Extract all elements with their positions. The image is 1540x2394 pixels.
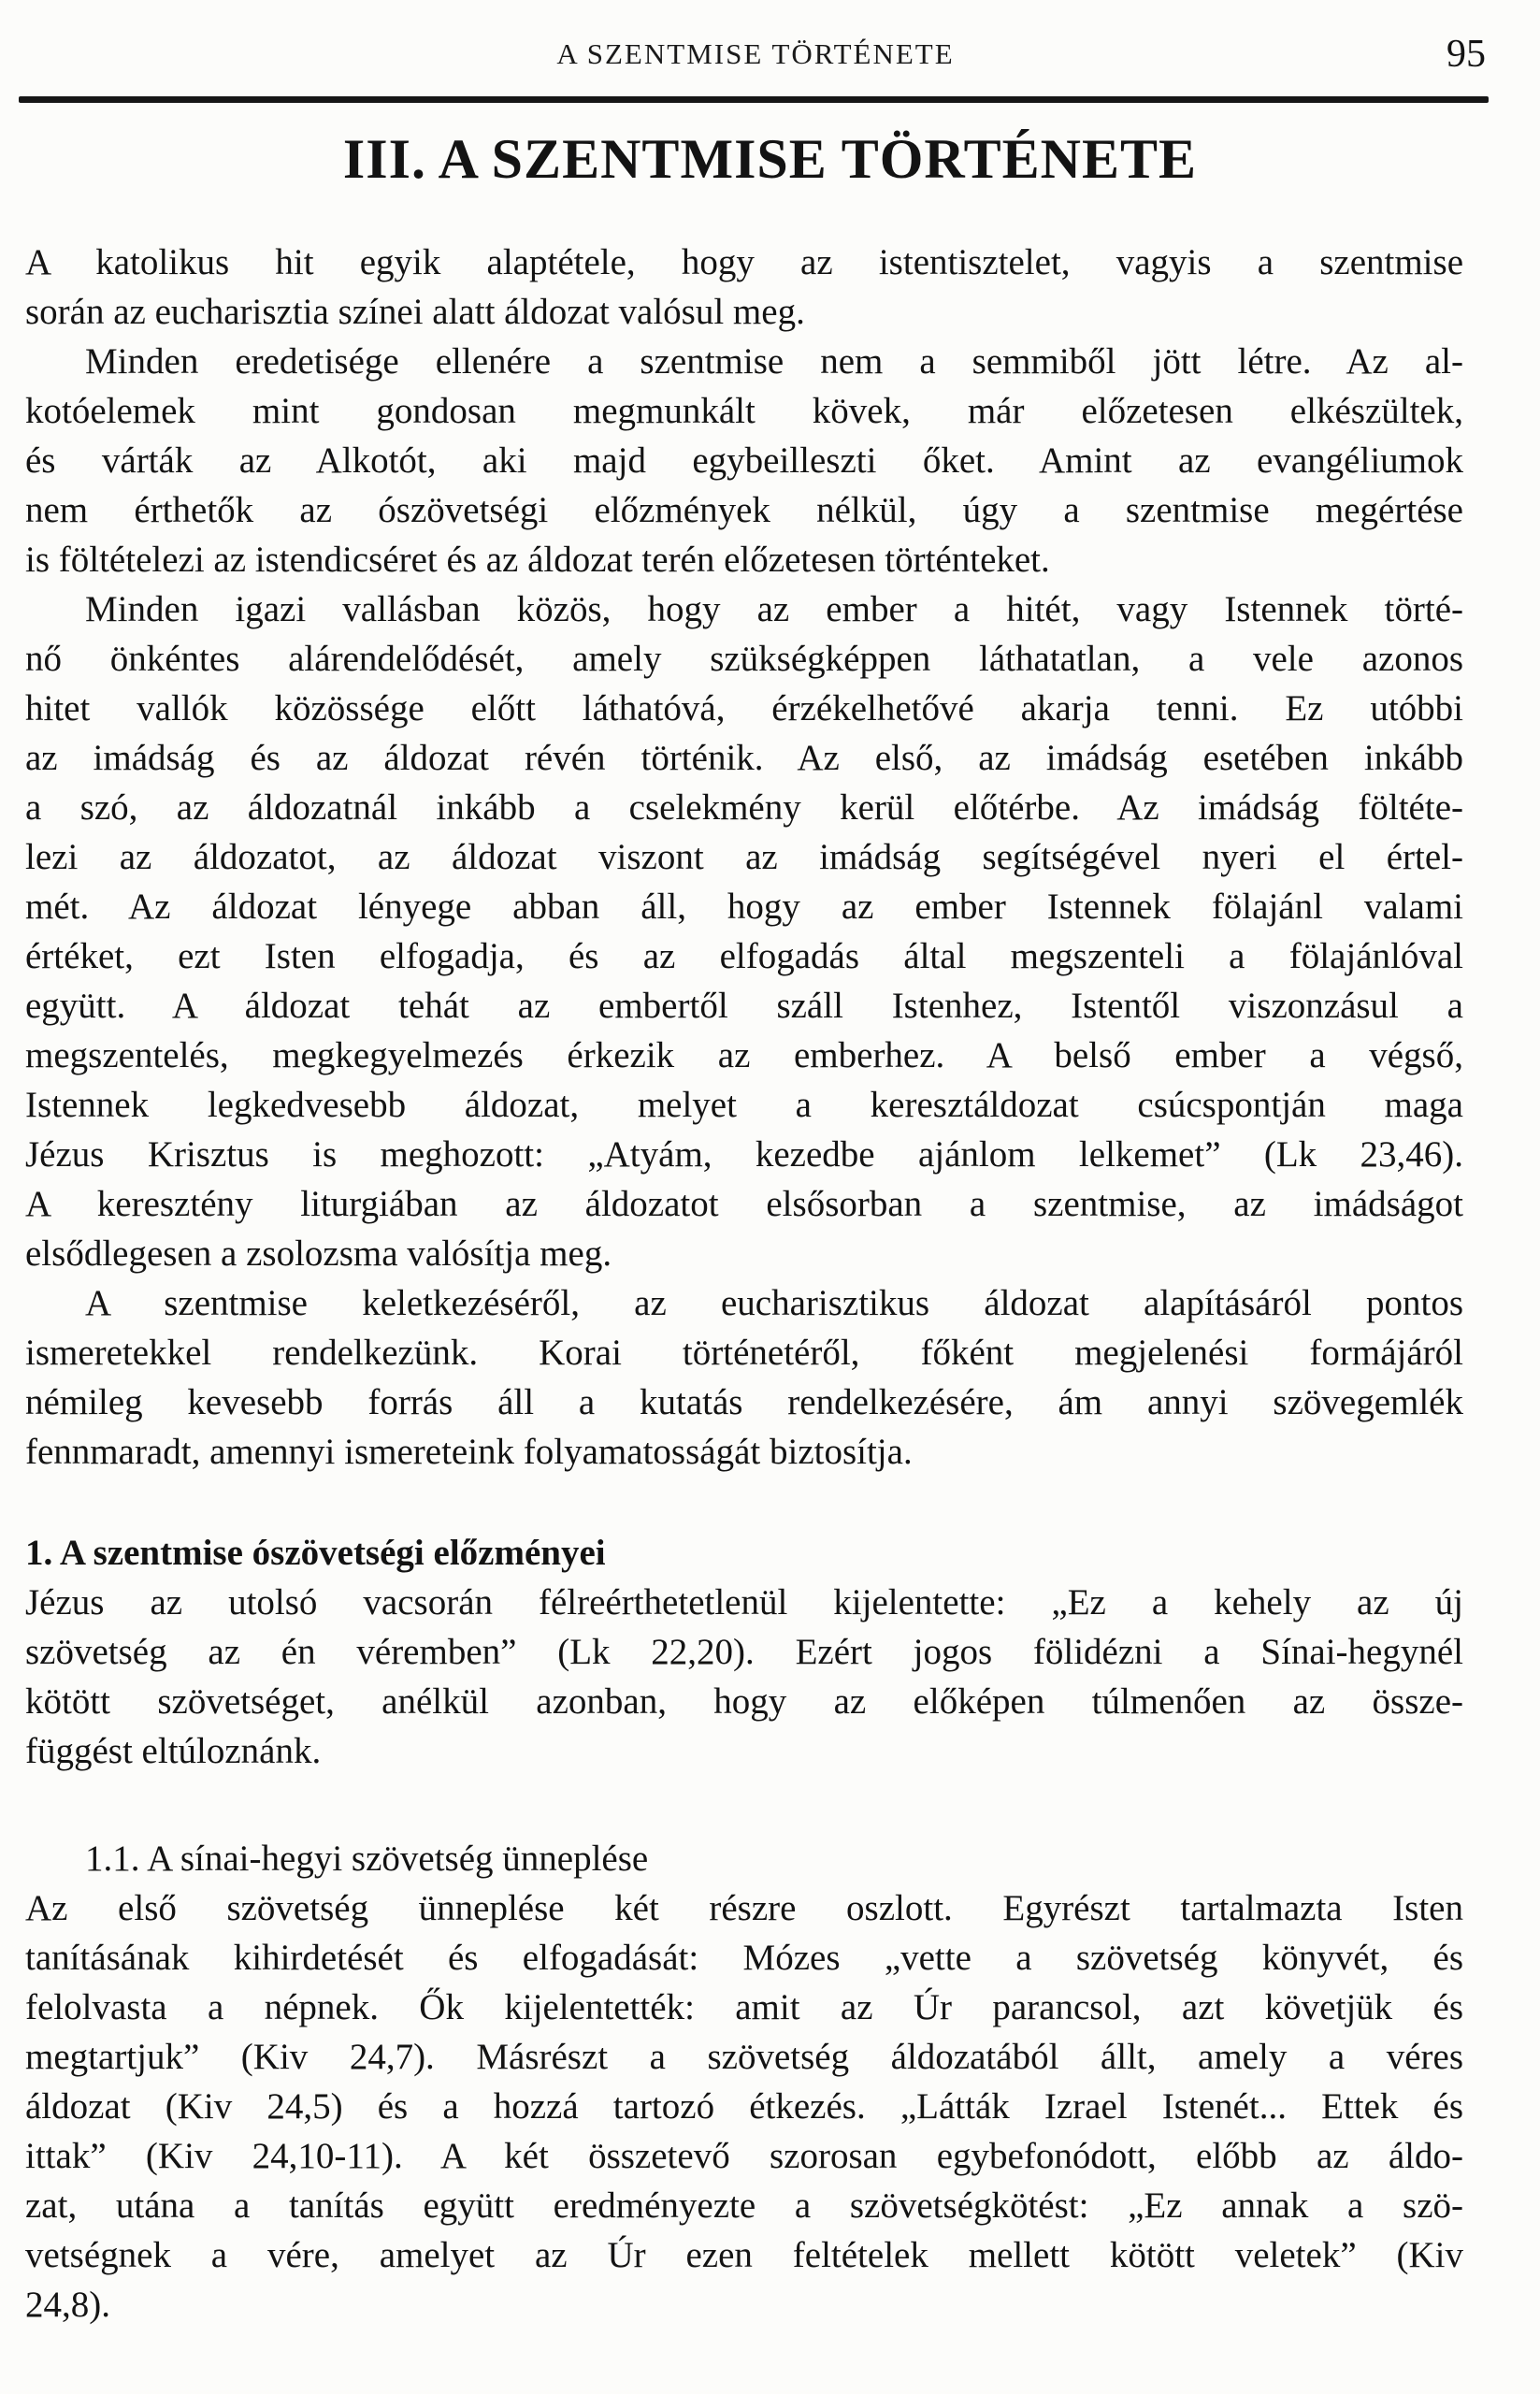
- text-line: Jézus az utolsó vacsorán félreérthetetlenül kijelentette: „Ez a kehely az új: [25, 1582, 1463, 1622]
- paragraph: [25, 238, 1463, 337]
- text-line: Az első szövetség ünneplése két részre oszlott. Egyrészt tartalmazta Isten: [25, 1888, 1463, 1928]
- section-heading: 1. A szentmise ószövetségi előzményei: [25, 1533, 606, 1573]
- body-text: [25, 238, 1463, 2329]
- running-title: A SZENTMISE TÖRTÉNETE: [556, 37, 955, 70]
- paragraph: [25, 1278, 1463, 1477]
- page-header: [25, 33, 1486, 84]
- text-line: hitet vallók közössége előtt láthatóvá, érzékelhetővé akarja tenni. Ez utóbbi: [25, 688, 1463, 728]
- text-line: 24,8).: [25, 2285, 110, 2325]
- paragraph: [25, 1578, 1463, 1776]
- text-line: zat, utána a tanítás együtt eredményezte a szövetségkötést: „Ez annak a szö-: [25, 2185, 1463, 2226]
- paragraph: [25, 1883, 1463, 2329]
- text-line: nő önkéntes alárendelődését, amely szükségképpen láthatatlan, a vele azonos: [25, 639, 1463, 679]
- text-line: mét. Az áldozat lényege abban áll, hogy az ember Istennek fölajánl valami: [25, 887, 1463, 927]
- text-line: az imádság és az áldozat révén történik. Az első, az imádság esetében inkább: [25, 738, 1463, 778]
- chapter-title: III. A SZENTMISE TÖRTÉNETE: [342, 128, 1198, 190]
- text-line: Jézus Krisztus is meghozott: „Atyám, kezedbe ajánlom lelkemet” (Lk 23,46).: [25, 1134, 1463, 1175]
- section-heading: 1.1. A sínai-hegyi szövetség ünneplése: [85, 1839, 649, 1879]
- text-line: függést eltúloznánk.: [25, 1731, 322, 1771]
- text-line: is föltételezi az istendicséret és az áldozat terén előzetesen történteket.: [25, 540, 1050, 580]
- text-line: együtt. A áldozat tehát az embertől száll Istenhez, Istentől viszonzásul a: [25, 986, 1463, 1026]
- text-line: A szentmise keletkezéséről, az eucharisztikus áldozat alapításáról pontos: [85, 1283, 1463, 1323]
- text-line: lezi az áldozatot, az áldozat viszont az imádság segítségével nyeri el értel-: [25, 837, 1463, 877]
- text-line: nem érthetők az ószövetségi előzmények nélkül, úgy a szentmise megértése: [25, 490, 1463, 530]
- text-line: Minden eredetisége ellenére a szentmise nem a semmiből jött létre. Az al-: [85, 341, 1463, 382]
- text-line: értéket, ezt Isten elfogadja, és az elfogadás által megszenteli a fölajánlóval: [25, 936, 1463, 976]
- text-line: Istennek legkedvesebb áldozat, melyet a keresztáldozat csúcspontján maga: [25, 1085, 1463, 1125]
- paragraph: [25, 584, 1463, 1278]
- text-line: A keresztény liturgiában az áldozatot elsősorban a szentmise, az imádságot: [25, 1184, 1463, 1224]
- text-line: felolvasta a népnek. Ők kijelentették: amit az Úr parancsol, azt követjük és: [25, 1987, 1463, 2027]
- text-line: a szó, az áldozatnál inkább a cselekmény kerül előtérbe. Az imádság föltéte-: [25, 787, 1463, 828]
- text-line: kötött szövetséget, anélkül azonban, hogy az előképen túlmenően az össze-: [25, 1681, 1463, 1722]
- text-line: és várták az Alkotót, aki majd egybeilleszti őket. Amint az evangéliumok: [25, 440, 1463, 481]
- header-rule: [19, 96, 1489, 103]
- text-line: megtartjuk” (Kiv 24,7). Másrészt a szövetség áldozatából állt, amely a véres: [25, 2037, 1463, 2077]
- text-line: elsődlegesen a zsolozsma valósítja meg.: [25, 1233, 612, 1274]
- text-line: A katolikus hit egyik alaptétele, hogy az istentisztelet, vagyis a szentmise: [25, 242, 1463, 282]
- text-line: némileg kevesebb forrás áll a kutatás rendelkezésére, ám annyi szövegemlék: [25, 1382, 1463, 1422]
- text-line: áldozat (Kiv 24,5) és a hozzá tartozó étkezés. „Látták Izrael Istenét... Ettek és: [25, 2086, 1463, 2127]
- text-line: kotóelemek mint gondosan megmunkált kövek, már előzetesen elkészültek,: [25, 391, 1463, 431]
- text-line: ismeretekkel rendelkezünk. Korai történetéről, főként megjelenési formájáról: [25, 1333, 1463, 1373]
- text-line: tanításának kihirdetését és elfogadását: Mózes „vette a szövetség könyvét, és: [25, 1938, 1463, 1978]
- text-line: során az eucharisztia színei alatt áldozat valósul meg.: [25, 292, 805, 332]
- text-line: fennmaradt, amennyi ismereteink folyamatosságát biztosítja.: [25, 1432, 913, 1472]
- text-line: Minden igazi vallásban közös, hogy az ember a hitét, vagy Istennek törté-: [85, 589, 1463, 629]
- text-line: ittak” (Kiv 24,10-11). A két összetevő szorosan egybefonódott, előbb az áldo-: [25, 2136, 1463, 2176]
- paragraph: [25, 337, 1463, 584]
- page-number: 95: [1446, 33, 1486, 76]
- text-line: szövetség az én véremben” (Lk 22,20). Ezért jogos fölidézni a Sínai-hegynél: [25, 1632, 1463, 1672]
- text-line: vetségnek a vére, amelyet az Úr ezen feltételek mellett kötött veletek” (Kiv: [25, 2235, 1463, 2275]
- text-line: megszentelés, megkegyelmezés érkezik az emberhez. A belső ember a végső,: [25, 1035, 1463, 1075]
